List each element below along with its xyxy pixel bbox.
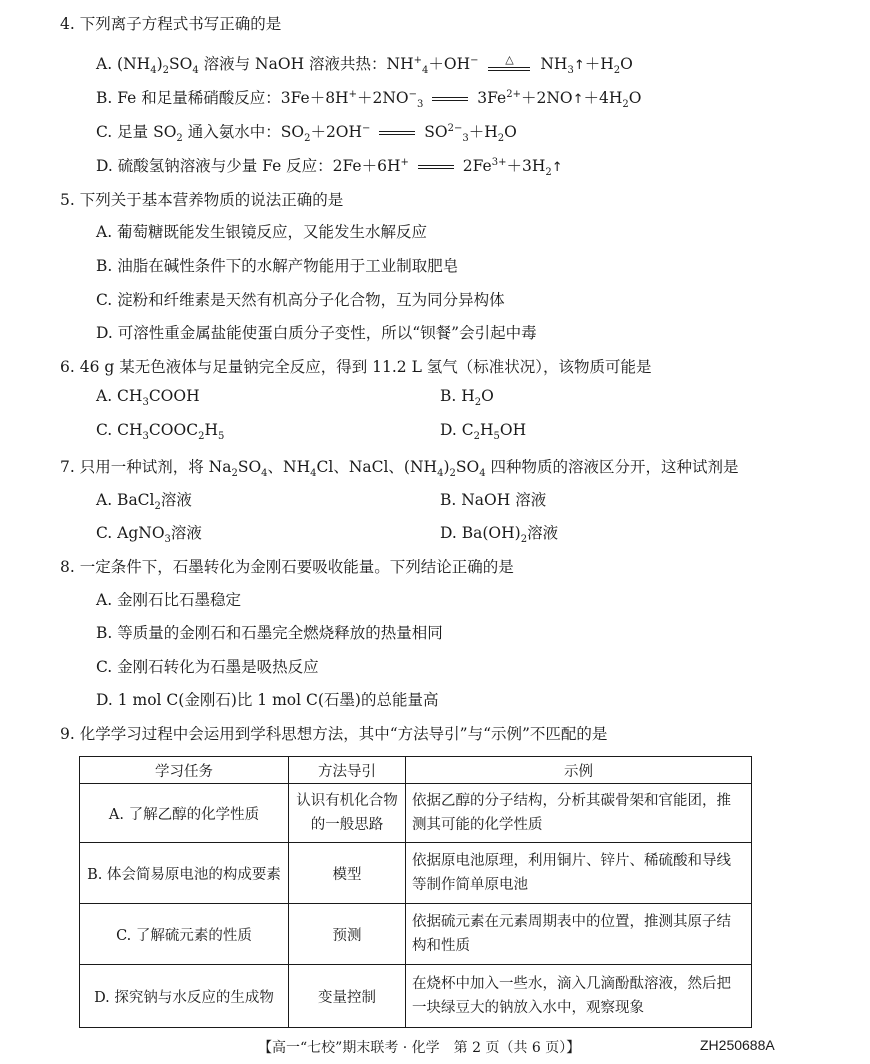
gas-arrow-icon: ↑ — [572, 92, 584, 107]
question-4-option-a: A. $(NH_4)_2SO_4$ 溶液与 NaOH 溶液共热：$NH^+_4+OH^-$ △ $NH_3↑+H_2O$ — [96, 53, 633, 77]
question-8-option-c: C. 金刚石转化为石墨是吸热反应 — [96, 658, 319, 676]
question-7-option-b: B. NaOH 溶液 — [440, 491, 547, 509]
table-row — [80, 784, 752, 843]
table-header-cell: 示例 — [406, 757, 752, 784]
gas-arrow-icon: ↑ — [573, 58, 585, 73]
table-row — [80, 843, 752, 904]
question-4-option-d: D. 硫酸氢钠溶液与少量 Fe 反应：2Fe＋6H+ $2Fe^{3+}+3H_2↑$ — [96, 156, 563, 179]
question-5-option-c: C. 淀粉和纤维素是天然有机高分子化合物，互为同分异构体 — [96, 291, 505, 309]
question-5-option-a: A. 葡萄糖既能发生银镜反应，又能发生水解反应 — [96, 223, 428, 241]
equals-sign — [377, 126, 417, 140]
table-cell-example: 依据乙醇的分子结构，分析其碳骨架和官能团，推测其可能的化学性质 — [406, 784, 752, 843]
table-cell-task: D. 探究钠与水反应的生成物 — [80, 965, 289, 1028]
footer-page-info: 【高一“七校”期末联考 · 化学 第 2 页（共 6 页）】 — [258, 1040, 581, 1056]
question-5-stem: 5. 下列关于基本营养物质的说法正确的是 — [60, 191, 344, 209]
question-8-stem: 8. 一定条件下，石墨转化为金刚石要吸收能量。下列结论正确的是 — [60, 558, 514, 576]
question-7-option-a: A. BaCl$_2$溶液 — [96, 491, 192, 513]
question-4-option-b: B. Fe 和足量稀硝酸反应：$3Fe+8H^++2NO^-_3$ $3Fe^{2+}+2NO↑+4H_2O$ — [96, 88, 642, 111]
table-header-row — [80, 757, 752, 784]
question-5-option-d: D. 可溶性重金属盐能使蛋白质分子变性，所以“钡餐”会引起中毒 — [96, 324, 537, 342]
table-cell-method: 预测 — [289, 904, 406, 965]
table-cell-method: 认识有机化合物的一般思路 — [289, 784, 406, 843]
gas-arrow-icon: ↑ — [551, 160, 563, 175]
question-8-option-b: B. 等质量的金刚石和石墨完全燃烧释放的热量相同 — [96, 624, 443, 642]
table-cell-example: 在烧杯中加入一些水，滴入几滴酚酞溶液，然后把一块绿豆大的钠放入水中，观察现象 — [406, 965, 752, 1028]
question-4-stem: 4. 下列离子方程式书写正确的是 — [60, 15, 282, 33]
method-table — [79, 756, 752, 1028]
question-6-option-c: C. $CH_3COOC_2H_5$ — [96, 421, 225, 443]
table-header-cell: 学习任务 — [80, 757, 289, 784]
table-row — [80, 904, 752, 965]
question-6-option-a: A. $CH_3COOH$ — [96, 387, 200, 409]
table-cell-task: B. 体会简易原电池的构成要素 — [80, 843, 289, 904]
heat-condition-arrow: △ — [485, 57, 533, 73]
table-cell-example: 依据原电池原理，利用铜片、锌片、稀硫酸和导线等制作简单原电池 — [406, 843, 752, 904]
question-7-option-c: C. AgNO$_3$溶液 — [96, 524, 202, 546]
table-header-cell: 方法导引 — [289, 757, 406, 784]
table-cell-method: 模型 — [289, 843, 406, 904]
footer-exam-code: ZH250688A — [700, 1037, 775, 1053]
table-row — [80, 965, 752, 1028]
question-8-option-d: D. 1 mol C(金刚石)比 1 mol C(石墨)的总能量高 — [96, 691, 439, 709]
question-8-option-a: A. 金刚石比石墨稳定 — [96, 591, 242, 609]
question-9-stem: 9. 化学学习过程中会运用到学科思想方法，其中“方法导引”与“示例”不匹配的是 — [60, 725, 608, 743]
question-7-option-d: D. $Ba(OH)_2$溶液 — [440, 524, 559, 546]
equals-sign — [416, 160, 456, 174]
table-cell-method: 变量控制 — [289, 965, 406, 1028]
question-6-option-b: B. $H_2O$ — [440, 387, 494, 409]
question-7-stem: 7. 只用一种试剂，将 $Na_2SO_4$、$NH_4Cl$、NaCl、$(NH_4)_2SO_4$ 四种物质的溶液区分开，这种试剂是 — [60, 458, 739, 480]
question-6-option-d: D. $C_2H_5OH$ — [440, 421, 527, 443]
table-cell-task: A. 了解乙醇的化学性质 — [80, 784, 289, 843]
equals-sign — [430, 92, 470, 106]
question-5-option-b: B. 油脂在碱性条件下的水解产物能用于工业制取肥皂 — [96, 257, 459, 275]
question-4-option-c: C. 足量 $SO_2$ 通入氨水中：$SO_2+2OH^-$ $SO^{2-}_3+H_2O$ — [96, 122, 517, 145]
table-cell-task: C. 了解硫元素的性质 — [80, 904, 289, 965]
table-cell-example: 依据硫元素在元素周期表中的位置，推测其原子结构和性质 — [406, 904, 752, 965]
question-6-stem: 6. 46 g 某无色液体与足量钠完全反应，得到 11.2 L 氢气（标准状况），该物质可能是 — [60, 358, 652, 376]
